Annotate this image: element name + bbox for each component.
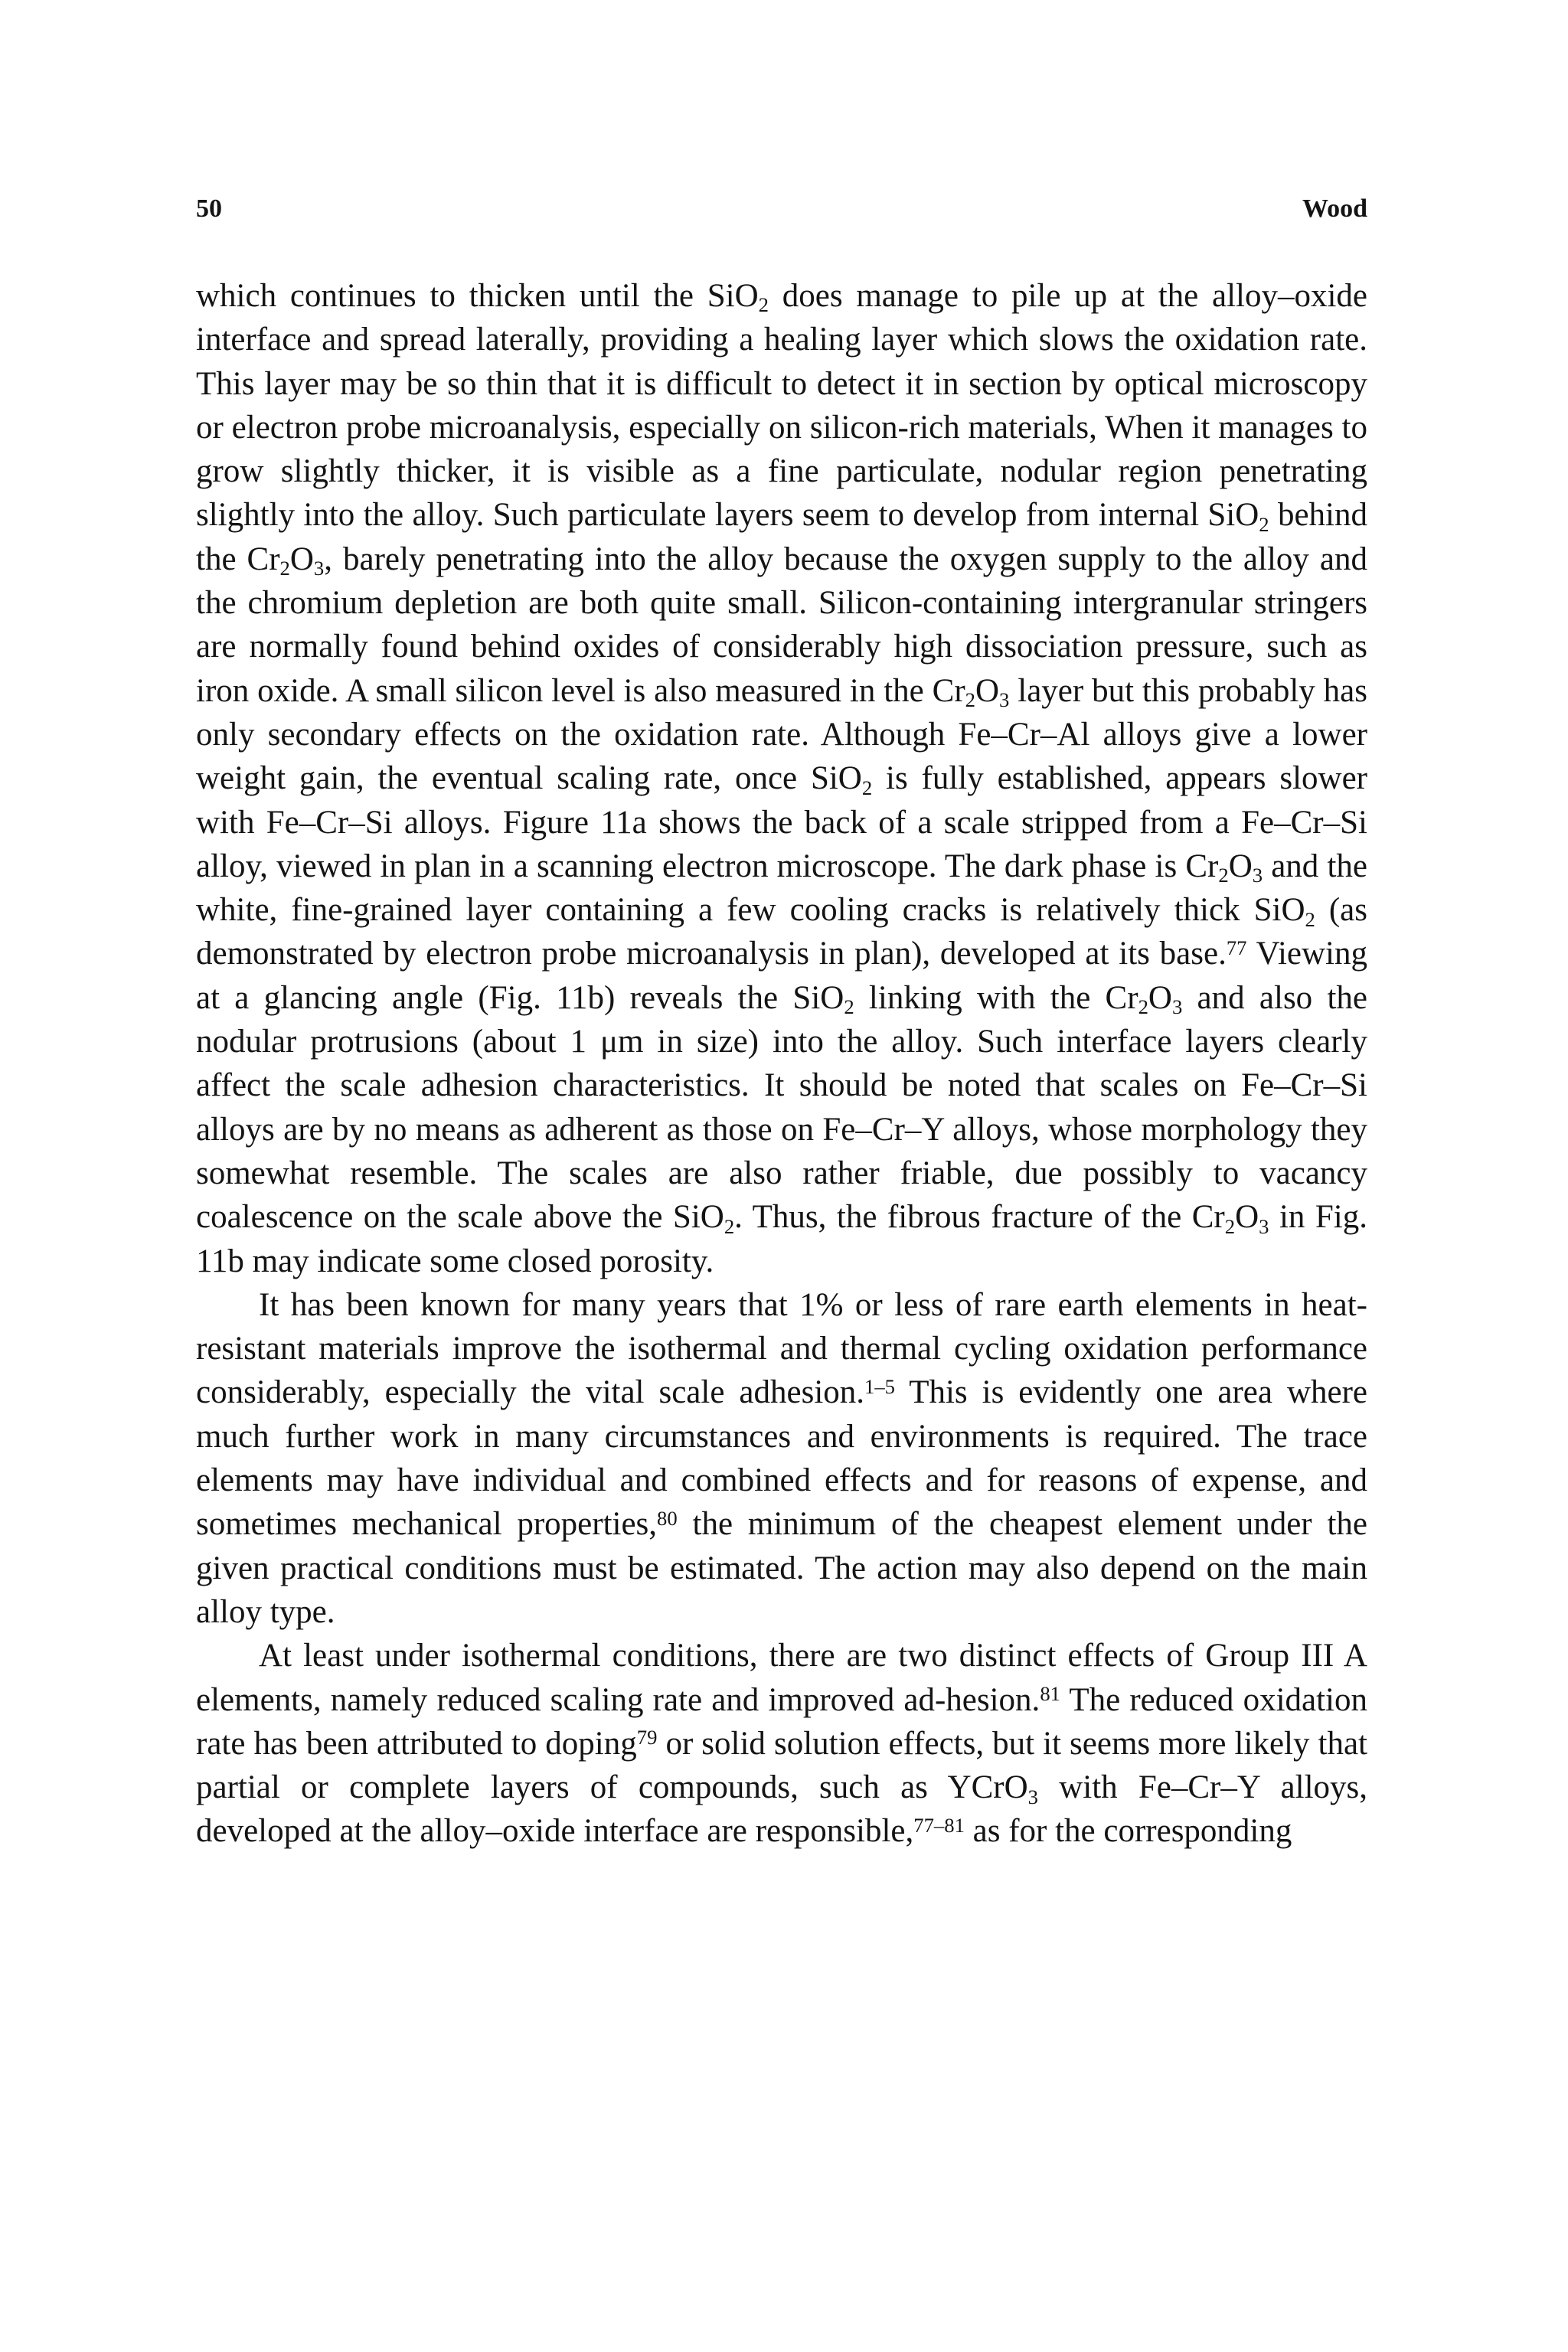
body-text bbox=[196, 274, 1367, 1854]
running-head-author: Wood bbox=[1302, 194, 1367, 223]
paragraph-2: It has been known for many years that 1% or less of rare earth elements in heat-resistant materials improve the isothermal and thermal cycling oxidation performance considerably, especially the vital scale adhesion.$^{1-5}$ This is evidently one area where much further work in many circumstances and environments is required. The trace elements may have individual and combined effects and for reasons of expense, and sometimes mechanical properties,$^{80}$ the minimum of the cheapest element under the given practical conditions must be estimated. The action may also depend on the main alloy type. bbox=[196, 1286, 1367, 1630]
paragraph-3: At least under isothermal conditions, there are two distinct effects of Group III A elements, namely reduced scaling rate and improved ad-hesion.$^{81}$ The reduced oxidation rate has been attributed to doping$^{79}$ or solid solution effects, but it seems more likely that partial or complete layers of compounds, such as YCrO$_3$ with Fe–Cr–Y alloys, developed at the alloy–oxide interface are responsible,$^{77-81}$ as for the corresponding bbox=[196, 1638, 1368, 1850]
page-header bbox=[196, 194, 1367, 233]
paragraph-1: which continues to thicken until the SiO$_2$ does manage to pile up at the alloy–oxide interface and spread laterally, providing a healing layer which slows the oxidation rate. This layer may be so thin that it is difficult to detect it in section by optical microscopy or electron probe microanalysis, especially on silicon-rich materials, When it manages to grow slightly thicker, it is visible as a fine particulate, nodular region penetrating slightly into the alloy. Such particulate layers seem to develop from internal SiO$_2$ behind the $Cr_2O_3$, barely penetrating into the alloy because the oxygen supply to the alloy and the chromium depletion are both quite small. Silicon-containing intergranular stringers are normally found behind oxides of considerably high dissociation pressure, such as iron oxide. A small silicon level is also measured in the $Cr_2O_3$ layer but this probably has only secondary effects on the oxidation rate. Although Fe–Cr–Al alloys give a lower weight gain, the eventual scaling rate, once SiO$_2$ is fully established, appears slower with Fe–Cr–Si alloys. Figure 11a shows the back of a scale stripped from a Fe–Cr–Si alloy, viewed in plan in a scanning electron microscope. The dark phase is $Cr_2O_3$ and the white, fine-grained layer containing a few cooling cracks is relatively thick SiO$_2$ (as demonstrated by electron probe microanalysis in plan), developed at its base.$^{77}$ Viewing at a glancing angle (Fig. 11b) reveals the SiO$_2$ linking with the $Cr_2O_3$ and also the nodular protrusions (about 1 μm in size) into the alloy. Such interface layers clearly affect the scale adhesion characteristics. It should be noted that scales on Fe–Cr–Si alloys are by no means as adherent as those on Fe–Cr–Y alloys, whose morphology they somewhat resemble. The scales are also rather friable, due possibly to vacancy coalescence on the scale above the SiO$_2$. Thus, the fibrous fracture of the $Cr_2O_3$ in Fig. 11b may indicate some closed porosity. bbox=[196, 278, 1368, 1279]
page-number: 50 bbox=[196, 194, 222, 223]
